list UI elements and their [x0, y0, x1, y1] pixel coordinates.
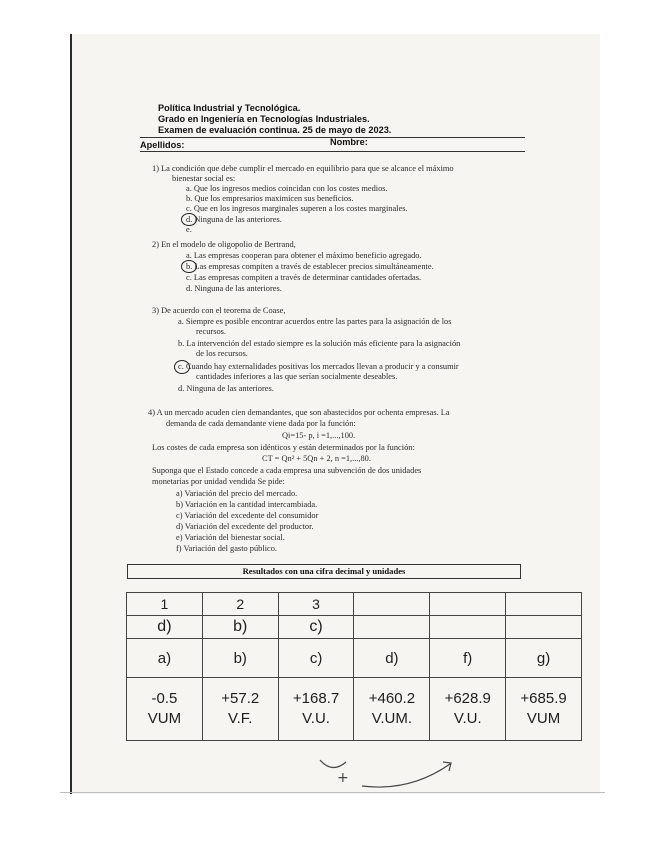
answer-cell [506, 593, 582, 616]
answer-value-cell [354, 678, 430, 741]
answer-cell: b) [202, 639, 278, 678]
answer-value: -0.5 [151, 690, 178, 707]
answer-cell [430, 616, 506, 639]
q3-option-a: a. Siempre es posible encontrar acuerdos entre las partes para la asignación de los [178, 317, 452, 326]
q3-option-b: b. La intervención del estado siempre es la solución más eficiente para la asignación [178, 339, 461, 348]
answer-cell: d) [354, 639, 430, 678]
q4-item-b: b) Variación en la cantidad intercambiada. [176, 500, 318, 509]
q3-option-b-cont: de los recursos. [196, 349, 248, 358]
answer-unit: V.U. [302, 710, 330, 727]
answer-unit: VUM [147, 710, 182, 727]
q2-stem: 2) En el modelo de oligopolio de Bertrand, [152, 240, 296, 249]
answer-value: +168.7 [292, 690, 340, 707]
answer-cell: c) [278, 616, 354, 639]
q2-answer-circle [181, 260, 197, 273]
q3-answer-circle [174, 360, 190, 374]
answer-cell: 3 [278, 593, 354, 616]
answer-cell: a) [127, 639, 203, 678]
apellidos-label: Apellidos: [140, 140, 185, 150]
margin-plus-note: + [337, 770, 349, 786]
answer-cell [430, 593, 506, 616]
answer-cell: f) [430, 639, 506, 678]
q1-option-c: c. Que en los ingresos marginales superen a los costes marginales. [186, 204, 408, 213]
q2-option-d: d. Ninguna de las anteriores. [186, 284, 282, 293]
answer-value-cell [278, 678, 354, 741]
answer-cell [354, 616, 430, 639]
q2-option-a: a. Las empresas cooperan para obtener el máximo beneficio agregado. [186, 251, 422, 260]
q4-subsidy-text: Suponga que el Estado concede a cada empresa una subvención de dos unidades [152, 466, 422, 475]
answer-cell: c) [278, 639, 354, 678]
answer-row-item-labels [127, 639, 582, 678]
answer-cell: g) [506, 639, 582, 678]
answer-value-cell [430, 678, 506, 741]
answer-value: +460.2 [368, 690, 416, 707]
q1-option-b: b. Que los empresarios maximicen sus beneficios. [186, 194, 354, 203]
answer-unit: V.F. [228, 710, 253, 727]
q4-item-d: d) Variación del excedente del productor. [176, 522, 314, 531]
q4-item-e: e) Variación del bienestar social. [176, 533, 285, 542]
answer-value-cell [127, 678, 203, 741]
q4-cost-equation: CT = Qn² + 5Qn + 2, n =1,...,80. [262, 454, 371, 463]
q4-stem-cont: demanda de cada demandante viene dada por la función: [166, 419, 356, 428]
answer-table [126, 592, 582, 741]
answer-cell [506, 616, 582, 639]
q4-subsidy-text-cont: monetarias por unidad vendida Se pide: [152, 477, 285, 486]
q4-item-c: c) Variación del excedente del consumidor [176, 511, 319, 520]
q1-stem-cont: bienestar social es: [172, 174, 236, 183]
name-rule [140, 151, 525, 152]
answer-row-values [127, 678, 582, 741]
course-title: Política Industrial y Tecnológica. [158, 103, 301, 113]
q1-option-d: d. Ninguna de las anteriores. [186, 215, 282, 224]
answer-cell: 1 [127, 593, 203, 616]
answer-unit: V.U. [453, 710, 482, 727]
nombre-label: Nombre: [330, 137, 368, 147]
q1-option-e: e. [186, 225, 192, 234]
q3-option-c: c. Cuando hay externalidades positivas los mercados llevan a producir y a consumir [178, 362, 459, 371]
answer-unit: VUM [526, 710, 561, 727]
answer-value-cell [506, 678, 582, 741]
answer-unit: V.UM. [371, 710, 413, 727]
q4-item-f: f) Variación del gasto público. [176, 544, 278, 553]
answer-cell: 2 [202, 593, 278, 616]
answer-cell [354, 593, 430, 616]
q3-option-c-cont: cantidades inferiores a las que serían socialmente deseables. [196, 372, 398, 381]
q3-option-d: d. Ninguna de las anteriores. [178, 384, 274, 393]
q4-costs-text: Los costes de cada empresa son idénticos y están determinados por la función: [152, 443, 415, 452]
answer-value: +57.2 [221, 690, 260, 707]
q1-option-a: a. Que los ingresos medios coincidan con los costes medios. [186, 184, 388, 193]
q2-option-b: b. Las empresas compiten a través de establecer precios simultáneamente. [186, 262, 434, 271]
degree-title: Grado en Ingeniería en Tecnologías Industriales. [158, 114, 370, 124]
q3-stem: 3) De acuerdo con el teorema de Coase, [152, 306, 286, 315]
handwritten-arrow-icon [300, 752, 470, 797]
answer-value: +628.9 [444, 690, 491, 707]
answer-value-cell [202, 678, 278, 741]
q4-stem: 4) A un mercado acuden cien demandantes, que son abastecidos por ochenta empresas. La [148, 408, 450, 417]
q4-demand-equation: Qi=15- p, i =1,...,100. [282, 431, 356, 440]
q3-option-a-cont: recursos. [196, 327, 226, 336]
q2-option-c: c. Las empresas compiten a través de determinar cantidades ofertadas. [186, 273, 422, 282]
answer-row-question-numbers [127, 593, 582, 616]
answer-value: +685.9 [520, 690, 567, 707]
exam-date: Examen de evaluación continua. 25 de mayo de 2023. [158, 125, 392, 135]
q1-stem: 1) La condición que debe cumplir el mercado en equilibrio para que se alcance el máximo [152, 164, 454, 173]
answer-cell: b) [202, 616, 278, 639]
answer-cell: d) [127, 616, 203, 639]
q4-item-a: a) Variación del precio del mercado. [176, 489, 298, 498]
results-title: Resultados con una cifra decimal y unidades [127, 564, 521, 579]
answer-row-choices [127, 616, 582, 639]
